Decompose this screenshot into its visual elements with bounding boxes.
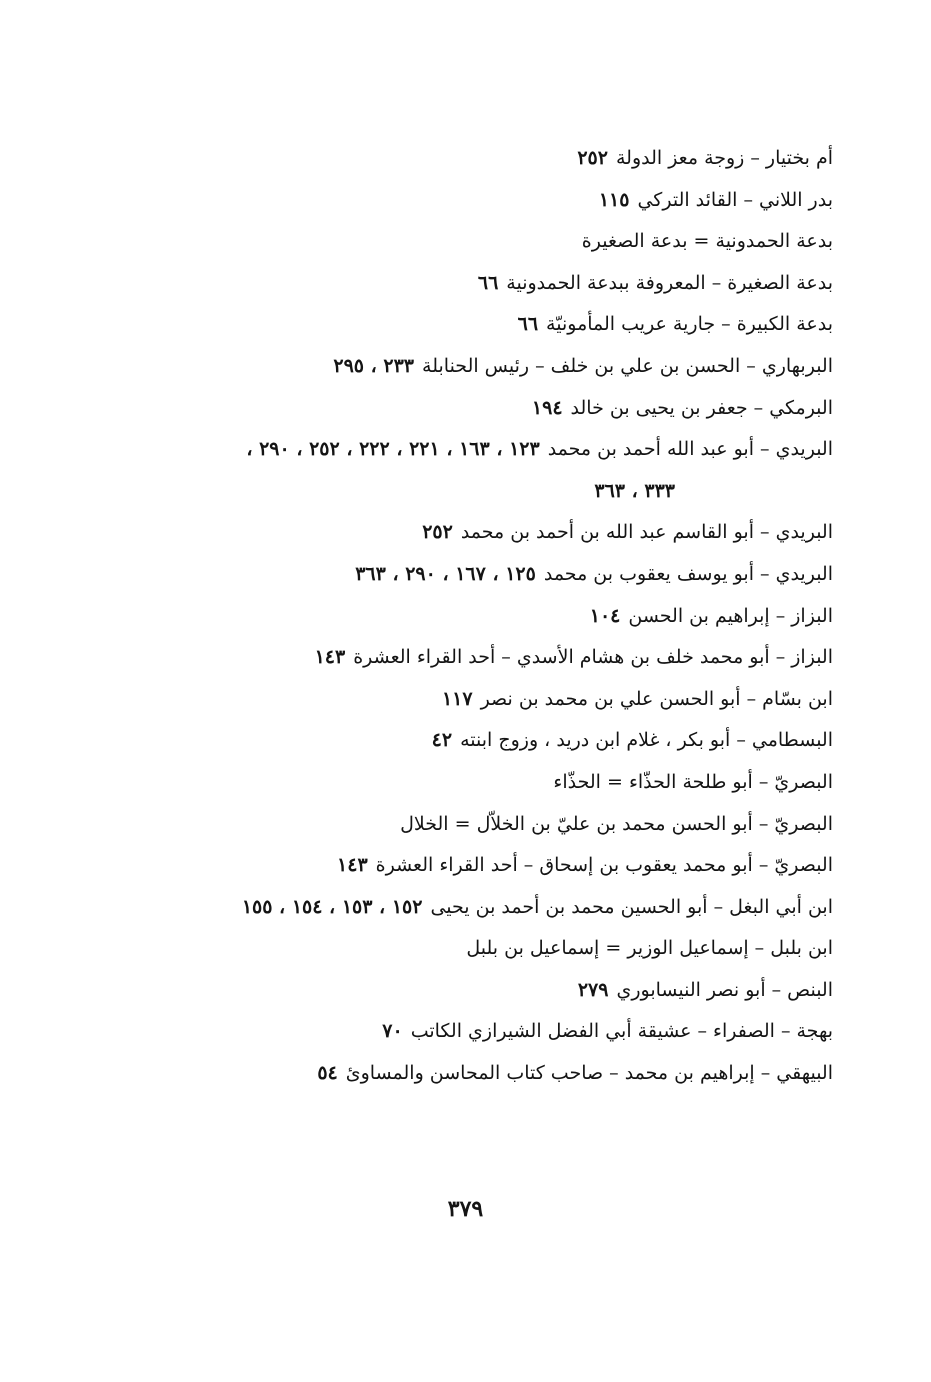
entry-name: بدعة الصغيرة – المعروفة ببدعة الحمدونية xyxy=(506,271,833,294)
index-entry xyxy=(143,554,833,596)
entry-pages: ١٩٤ xyxy=(531,396,563,419)
index-entry-continuation xyxy=(143,471,833,513)
entry-name: البسطامي – أبو بكر ، غلام ابن دريد ، وزوج ابنته xyxy=(460,729,833,752)
entry-name: البصريّ – أبو محمد يعقوب بن إسحاق – أحد القراء العشرة xyxy=(375,854,833,877)
entry-pages: ٦٦ xyxy=(477,271,499,294)
entry-pages: ٦٦ xyxy=(517,313,539,336)
entry-name: البيهقي – إبراهيم بن محمد – صاحب كتاب المحاسن والمساوئ xyxy=(345,1062,833,1085)
index-entry xyxy=(143,596,833,638)
entry-pages: ٣٣٣ ، ٣٦٣ xyxy=(594,479,675,502)
entry-name: البصريّ – أبو طلحة الحذّاء = الحذّاء xyxy=(553,770,833,793)
entry-pages: ٢٣٣ ، ٢٩٥ xyxy=(333,354,415,377)
index-entry xyxy=(143,928,833,970)
index-entry xyxy=(143,845,833,887)
index-list xyxy=(143,138,833,1095)
index-entry xyxy=(143,804,833,846)
entry-pages: ١٠٤ xyxy=(589,604,621,627)
entry-pages: ١٢٣ ، ١٦٣ ، ٢٢١ ، ٢٢٢ ، ٢٥٢ ، ٢٩٠ ، xyxy=(246,438,540,461)
index-entry xyxy=(143,762,833,804)
index-entry xyxy=(143,679,833,721)
entry-pages: ١٢٥ ، ١٦٧ ، ٢٩٠ ، ٣٦٣ xyxy=(355,562,536,585)
entry-pages: ٧٠ xyxy=(382,1020,403,1043)
entry-pages: ٤٢ xyxy=(431,729,453,752)
entry-pages: ١١٧ xyxy=(441,687,473,710)
index-entry xyxy=(143,1011,833,1053)
entry-name: البزاز – إبراهيم بن الحسن xyxy=(628,604,833,627)
index-entry xyxy=(143,429,833,471)
entry-name: ابن أبي البغل – أبو الحسين محمد بن أحمد بن يحيى xyxy=(430,895,833,918)
index-entry xyxy=(143,138,833,180)
index-entry xyxy=(143,180,833,222)
entry-name: البزاز – أبو محمد خلف بن هشام الأسدي – أحد القراء العشرة xyxy=(353,646,833,669)
entry-pages: ١٤٣ xyxy=(314,646,346,669)
index-entry xyxy=(143,720,833,762)
entry-name: البريدي – أبو يوسف يعقوب بن محمد xyxy=(543,562,833,585)
entry-name: ابن بسّام – أبو الحسن علي بن محمد بن نصر xyxy=(480,687,833,710)
index-entry xyxy=(143,512,833,554)
entry-name: ابن بلبل – إسماعيل الوزير = إسماعيل بن بلبل xyxy=(466,937,833,960)
entry-pages: ١٥٢ ، ١٥٣ ، ١٥٤ ، ١٥٥ xyxy=(241,895,423,918)
index-entry xyxy=(143,346,833,388)
entry-name: البريدي – أبو عبد الله أحمد بن محمد xyxy=(547,438,833,461)
entry-pages: ٢٥٢ xyxy=(422,521,453,544)
entry-pages: ١٤٣ xyxy=(337,854,368,877)
entry-pages: ١١٥ xyxy=(598,188,630,211)
entry-name: البنص – أبو نصر النيسابوري xyxy=(616,978,833,1001)
entry-name: بدعة الحمدونية = بدعة الصغيرة xyxy=(581,230,833,253)
entry-pages: ٢٧٩ xyxy=(577,978,609,1001)
entry-name: البصريّ – أبو الحسن محمد بن عليّ بن الخلاّل = الخلال xyxy=(400,812,833,835)
entry-name: بدعة الكبيرة – جارية عريب المأمونيّة xyxy=(546,313,833,336)
entry-name: البرمكي – جعفر بن يحيى بن خالد xyxy=(570,396,833,419)
index-entry xyxy=(143,304,833,346)
page-number: ٣٧٩ xyxy=(447,1196,484,1222)
entry-name: أم بختيار – زوجة معز الدولة xyxy=(615,147,833,169)
index-entry xyxy=(143,388,833,430)
entry-pages: ٥٤ xyxy=(317,1062,338,1085)
index-entry xyxy=(143,887,833,929)
entry-name: بهجة – الصفراء – عشيقة أبي الفضل الشيرازي الكاتب xyxy=(410,1020,833,1043)
index-entry xyxy=(143,970,833,1012)
index-entry xyxy=(143,263,833,305)
index-entry xyxy=(143,221,833,263)
index-entry xyxy=(143,637,833,679)
entry-name: البربهاري – الحسن بن علي بن خلف – رئيس الحنابلة xyxy=(422,354,833,377)
index-entry xyxy=(143,1053,833,1095)
entry-name: البريدي – أبو القاسم عبد الله بن أحمد بن محمد xyxy=(460,521,833,544)
entry-pages: ٢٥٢ xyxy=(577,147,608,169)
entry-name: بدر اللاني – القائد التركي xyxy=(637,188,833,211)
